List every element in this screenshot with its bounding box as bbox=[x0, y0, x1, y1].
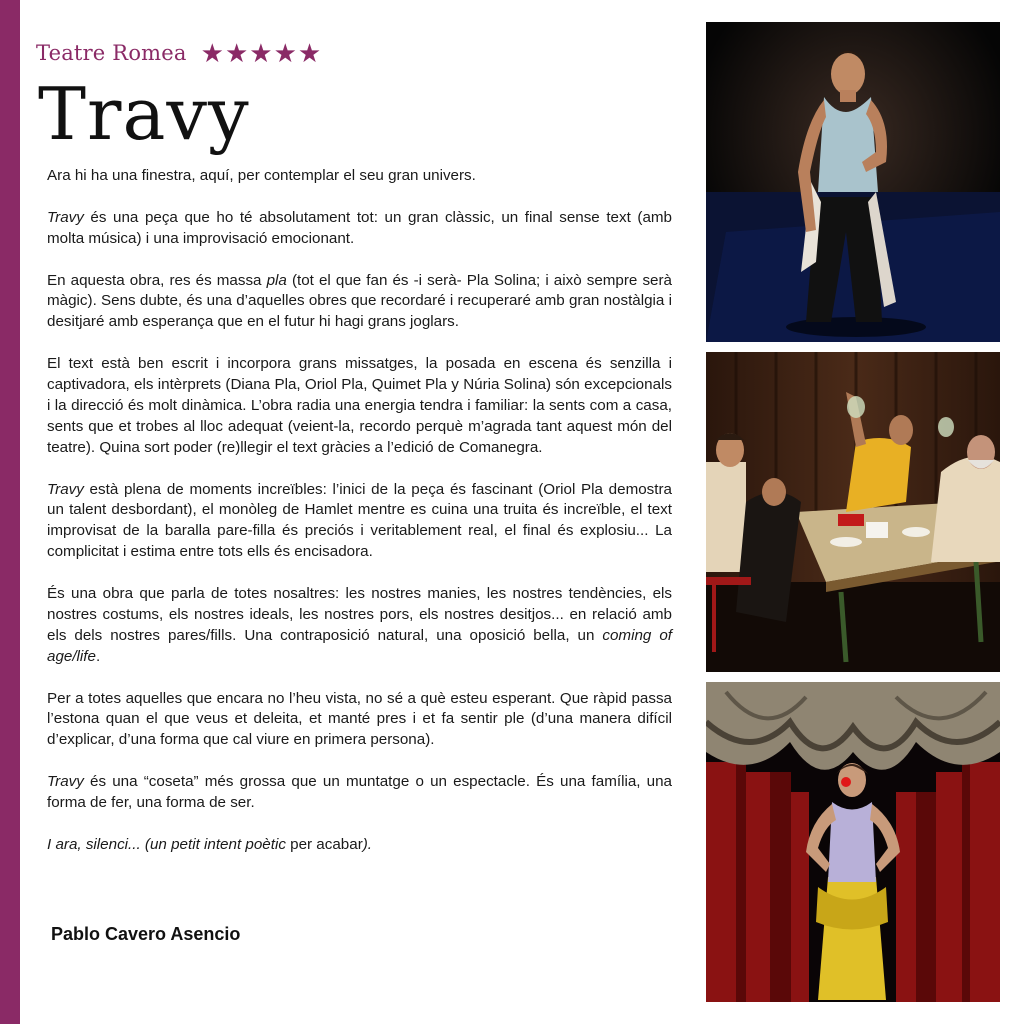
review-text: És una obra que parla de totes nosaltres: les nostres manies, les nostres tendències, els nostres costums, els nostres ideals, les nostres pors, els nostres desitjos... en relació amb els dels nostres pares/fills. Una contraposició natural, una oposició bella, un bbox=[47, 585, 672, 644]
review-paragraph bbox=[47, 271, 672, 334]
review-text: El text està ben escrit i incorpora grans missatges, la posada en escena és senzilla i captivadora, els intèrprets (Diana Pla, Oriol Pla, Quimet Pla y Núria Solina) són excepcionals i la direcció és molt dinàmica. L’obra radia una energia tendra i familiar: la sents com a casa, sents que et trobes al lloc adequat (veient-la, recordo perquè m’agrada tant aquest món del teatre). Quina sort poder (re)llegir el text gràcies a l’edició de Comanegra. bbox=[47, 355, 672, 456]
review-text: . bbox=[95, 647, 101, 665]
star-icon: ★ bbox=[273, 38, 297, 68]
review-paragraph bbox=[47, 584, 672, 668]
review-text: per acabar bbox=[285, 835, 363, 853]
italic-phrase: I ara, silenci... (un petit intent poètic bbox=[47, 835, 286, 853]
review-body bbox=[47, 166, 672, 877]
stage-photo-clown-curtain bbox=[706, 682, 1000, 1002]
stage-photo-actor-monologue bbox=[706, 22, 1000, 342]
photo-family-table bbox=[706, 352, 1000, 672]
review-text: En aquesta obra, res és massa bbox=[47, 271, 267, 289]
left-accent-bar bbox=[0, 0, 20, 1024]
review-paragraph bbox=[47, 166, 672, 187]
review-paragraph bbox=[47, 208, 672, 250]
author-name: Pablo Cavero Asencio bbox=[51, 924, 241, 944]
italic-title: Travy bbox=[47, 480, 84, 498]
italic-title: Travy bbox=[47, 208, 84, 226]
italic-phrase: coming of age/life bbox=[47, 626, 672, 665]
star-icon: ★ bbox=[200, 38, 224, 68]
stage-photo-family-table bbox=[706, 352, 1000, 672]
star-icon: ★ bbox=[297, 38, 322, 68]
page-title: Travy bbox=[38, 72, 250, 156]
italic-title: Travy bbox=[47, 773, 84, 791]
review-text: (tot el que fan és -i serà- Pla Solina; i això sempre serà màgic). Sens dubte, és una d’aquelles obres que recordaré i recuperaré amb gran nostàlgia i desitjaré amb esperança que en el futur hi hagi grans joglars. bbox=[47, 271, 672, 331]
italic-phrase: ). bbox=[362, 835, 373, 853]
review-text: està plena de moments increïbles: l’inici de la peça és fascinant (Oriol Pla demostra un talent desbordant), el monòleg de Hamlet mentre es cuina una truita és increïble, el text improvisat de la baralla pare-filla és preciós i veritablement real, el final és explosiu... La complicitat i estima entre tots ells és encisadora. bbox=[47, 480, 672, 561]
review-paragraph bbox=[47, 354, 672, 459]
photo-actor-monologue bbox=[706, 22, 1000, 342]
review-paragraph bbox=[47, 772, 672, 814]
venue-rating-row bbox=[36, 38, 321, 68]
review-text: Per a totes aquelles que encara no l’heu vista, no sé a què esteu esperant. Que ràpid passa l’estona quan el que veus et deleita, et manté pres i et fa sentir ple (d’una manera difícil d’explicar, d’una forma que cal viure en primera persona). bbox=[47, 689, 672, 749]
photo-clown-curtain bbox=[706, 682, 1000, 1002]
review-paragraph bbox=[47, 689, 672, 752]
star-icon: ★ bbox=[224, 38, 249, 68]
review-paragraph bbox=[47, 480, 672, 564]
venue-name: Teatre Romea bbox=[36, 41, 187, 65]
star-icon: ★ bbox=[249, 38, 273, 68]
review-paragraph bbox=[47, 835, 672, 856]
review-text: és una peça que ho té absolutament tot: un gran clàssic, un final sense text (amb molta música) i una improvisació emocionant. bbox=[47, 208, 672, 247]
italic-word: pla bbox=[266, 271, 287, 289]
review-text: és una “coseta” més grossa que un muntatge o un espectacle. És una família, una forma de fer, una forma de ser. bbox=[47, 773, 672, 812]
review-text: Ara hi ha una finestra, aquí, per contemplar el seu gran univers. bbox=[47, 167, 476, 184]
star-rating bbox=[201, 40, 322, 66]
